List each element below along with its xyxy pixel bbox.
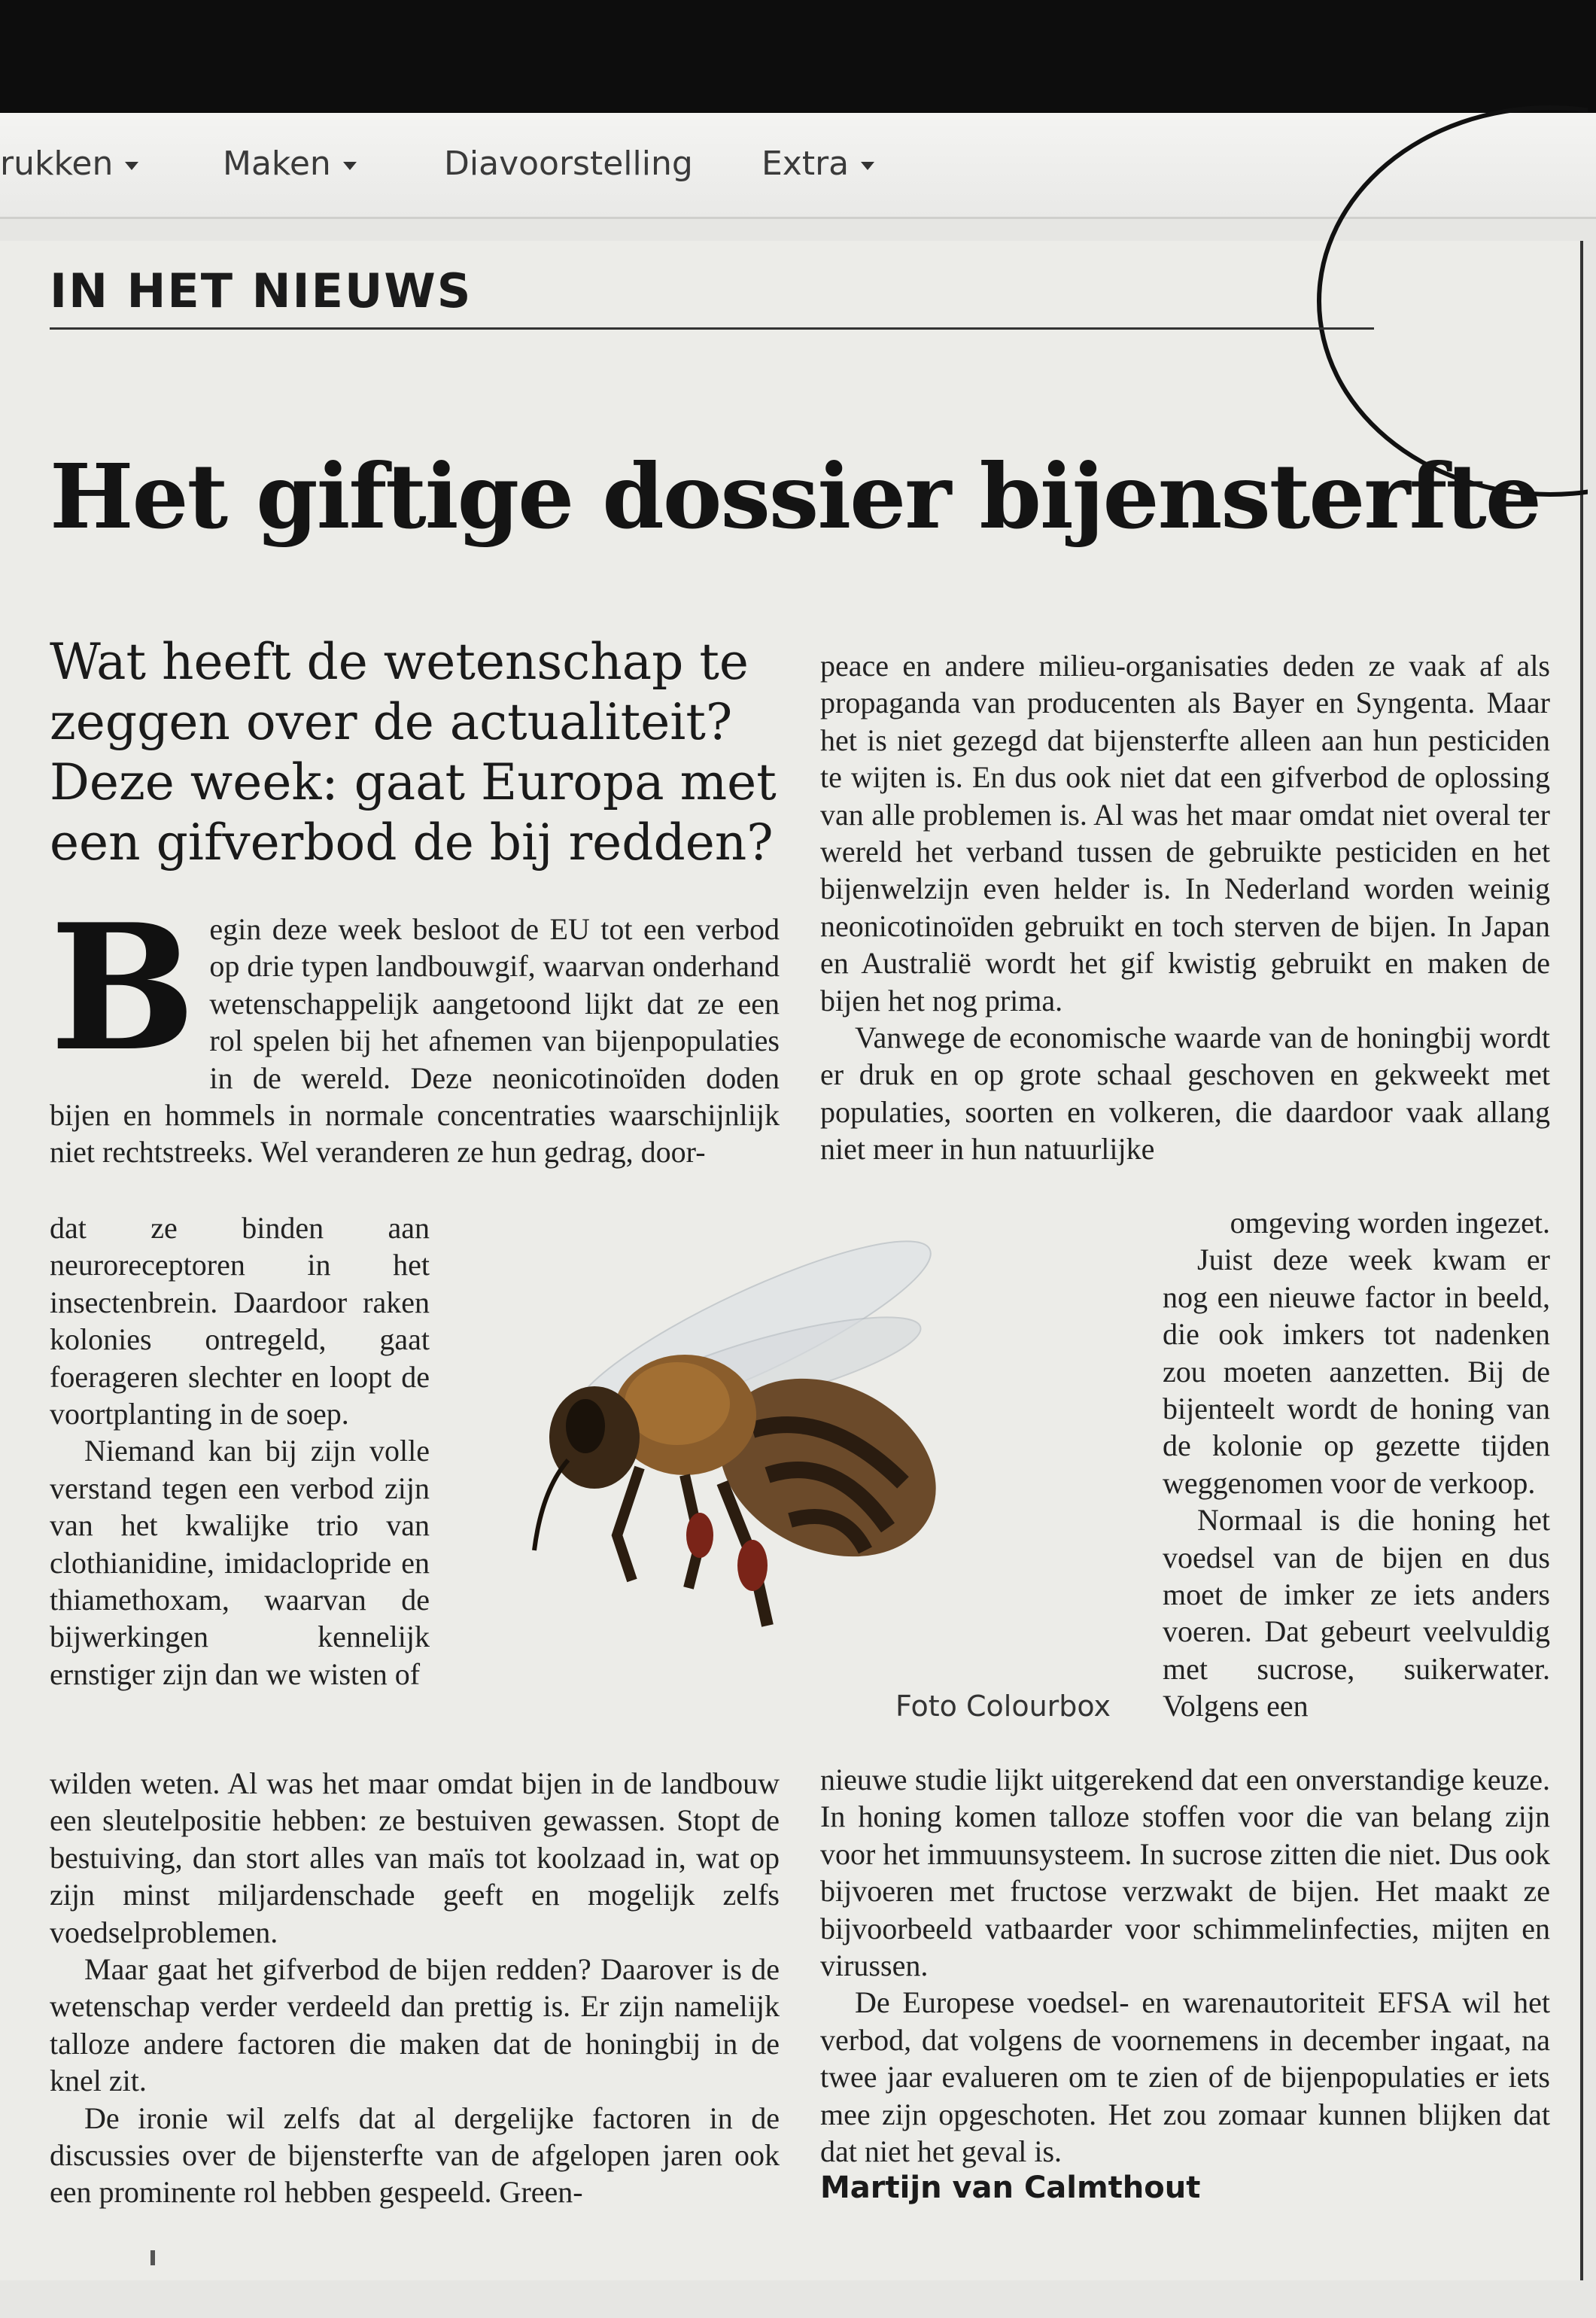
- paragraph-text: nieuwe studie lijkt uitgerekend dat een onverstandige keuze. In honing komen talloze stoffen voor die van belang zijn voor het immuunsysteem. In sucrose zitten die niet. Dus ook bijvoeren met fructose verzwakt de bijen. Het maakt ze bijvoorbeeld vatbaarder voor schimmelinfecties, mijten en virussen.: [820, 1763, 1550, 1983]
- paragraph-text: De ironie wil zelfs dat al dergelijke factoren in de discussies over de bijensterfte van de afgelopen jaren ook een prominente rol hebben gespeeld. Green-: [50, 2100, 780, 2210]
- menu-item-afdrukken[interactable]: [0, 141, 138, 187]
- menu-item-label: Extra: [762, 144, 850, 183]
- article-byline: Martijn van Calmthout: [820, 2170, 1201, 2206]
- article-headline: Het giftige dossier bijensterfte: [50, 444, 1540, 549]
- paragraph-text: Normaal is die honing het voedsel van de bijen en dus moet de imker ze iets anders voeren. Dat gebeurt veelvuldig met sucrose, suikerwater. Volgens een: [1163, 1503, 1550, 1723]
- paragraph-text: Niemand kan bij zijn volle verstand tegen een verbod zijn van het kwalijke trio van clothianidine, imidaclopride en thiamethoxam, waarvan de bijwerkingen kennelijk ernstiger zijn dan we wisten of: [50, 1434, 430, 1691]
- menu-item-diavoorstelling[interactable]: [444, 141, 693, 187]
- menu-item-maken[interactable]: [223, 141, 357, 187]
- column-2-top: [820, 647, 1550, 1168]
- paragraph-text: Juist deze week kwam er nog een nieuwe factor in beeld, die ook imkers tot nadenken zou moeten aanzetten. Bij de bijenteelt wordt de honing van de kolonie op gezette tijden weggenomen voor de verkoop.: [1163, 1243, 1550, 1500]
- paragraph-text: dat ze binden aan neuroreceptoren in het insectenbrein. Daardoor raken kolonies ontregeld, gaat foerageren slechter en loopt de voortplanting in de soep.: [50, 1211, 430, 1431]
- paragraph-text: Maar gaat het gifverbod de bijen redden? Daarover is de wetenschap verder verdeeld dan prettig is. Er zijn namelijk talloze andere factoren die maken dat de honingbij in de knel zit.: [50, 1952, 780, 2098]
- paragraph-text: De Europese voedsel- en warenautoriteit EFSA wil het verbod, dat volgens de voornemens in december ingaat, na twee jaar evalueren om te zien of de bijenpopulaties er iets mee zijn opgeschoten. Het zou zomaar kunnen blijken dat dat niet het geval is.: [820, 1985, 1550, 2169]
- paragraph-text: peace en andere milieu-organisaties deden ze vaak af als propaganda van producenten als Bayer en Syngenta. Maar het is niet gezegd dat bijensterfte alleen aan hun pesticiden te wijten is. En dus ook niet dat een gifverbod de oplossing van alle problemen is. Al was het maar omdat niet overal ter wereld het verband tussen de gebruikte pesticiden en het bijenwelzijn even helder is. In Nederland worden weinig neonicotinoïden gebruikt en toch sterven de bijen. In Japan en Australië wordt het gif kwistig gebruikt en maken de bijen het nog prima.: [820, 649, 1550, 1018]
- menu-item-label: rukken: [0, 144, 114, 183]
- kicker-divider: [50, 327, 1374, 330]
- chevron-down-icon: [125, 162, 138, 170]
- page-mark: [150, 2250, 155, 2265]
- column-2-bottom: [820, 1761, 1550, 2207]
- paragraph-text: omgeving worden ingezet.: [1230, 1206, 1550, 1240]
- article-lede: Wat heeft de wetenschap te zeggen over de actualiteit? Deze week: gaat Europa met een gifverbod de bij redden?: [50, 633, 777, 872]
- paragraph-text: wilden weten. Al was het maar omdat bijen in de landbouw een sleutelpositie hebben: ze bestuiven gewassen. Stopt de bestuiving, dan stort alles van maïs tot koolzaad in, wat op zijn minst miljardenschade geeft en mogelijk zelfs voedselproblemen.: [50, 1766, 780, 1949]
- column-1-narrow: [50, 1209, 430, 1693]
- chevron-down-icon: [343, 162, 357, 170]
- paragraph-text: Vanwege de economische waarde van de honingbij wordt er druk en op grote schaal geschoven en gekweekt met populaties, soorten en volkeren, die daardoor vaak allang niet meer in hun natuurlijke: [820, 1021, 1550, 1167]
- menu-item-label: Maken: [223, 144, 331, 183]
- column-1-bottom: [50, 1765, 780, 2211]
- photo-caption: Foto Colourbox: [895, 1690, 1111, 1723]
- section-kicker: IN HET NIEUWS: [50, 263, 473, 318]
- drop-cap: B: [50, 887, 196, 1090]
- column-1-top: [50, 887, 780, 1171]
- column-2-narrow: [1163, 1204, 1550, 1725]
- chevron-down-icon: [861, 162, 874, 170]
- menu-item-extra[interactable]: [762, 141, 874, 187]
- menu-item-label: Diavoorstelling: [444, 144, 693, 183]
- paragraph-text: egin deze week besloot de EU tot een verbod op drie typen landbouwgif, waarvan onderhand wetenschappelijk aangetoond lijkt dat ze een rol spelen bij het afnemen van bijenpopulaties in de wereld. Deze neonicotinoïden doden bijen en hommels in normale concentraties waarschijnlijk niet rechtstreeks. Wel veranderen ze hun gedrag, door-: [50, 912, 780, 1170]
- bee-photo: [527, 1234, 978, 1671]
